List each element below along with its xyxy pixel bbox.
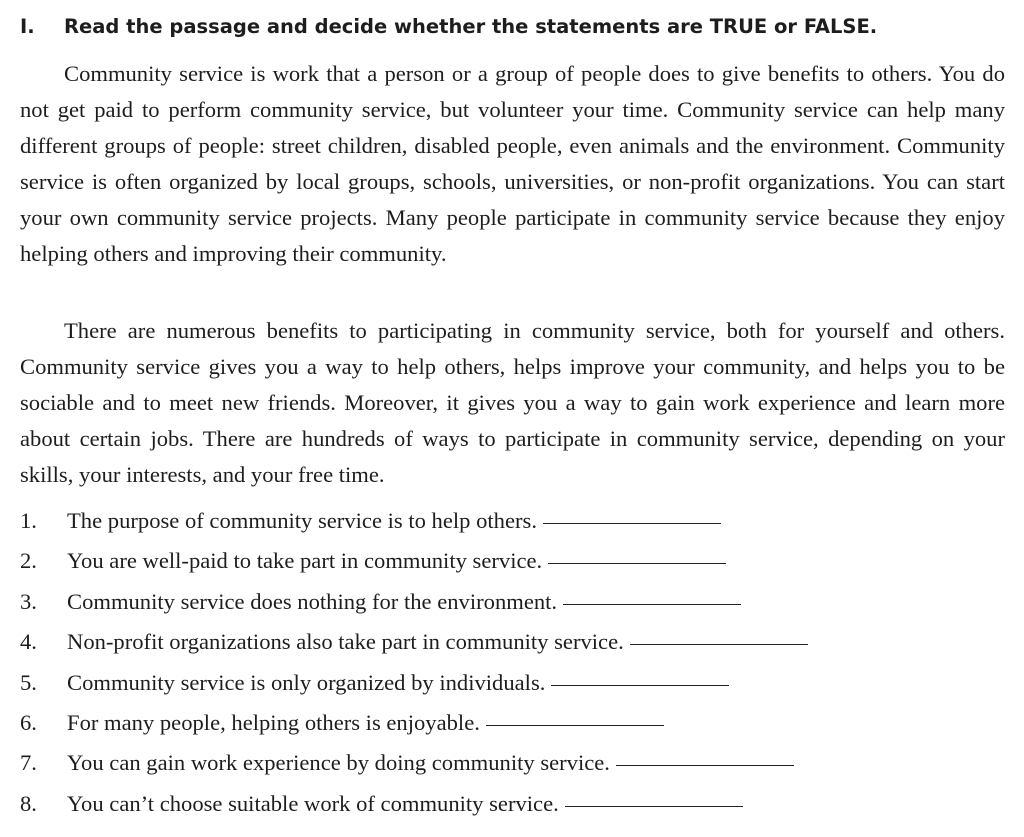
- passage-paragraph-1: Community service is work that a person or a group of people does to give benefits to others. You do not get paid to perform community service, but volunteer your time. Community service can help many different groups of people: street children, disabled people, even animals and the environment. Community service is often organized by local groups, schools, universities, or non-profit organizations. You can start your own community service projects. Many people participate in community service because they enjoy helping others and improving their community.: [20, 61, 1005, 266]
- statement-number: 1.: [20, 508, 37, 533]
- statement-text: Non-profit organizations also take part in community service.: [67, 629, 624, 655]
- exercise-instruction: Read the passage and decide whether the statements are TRUE or FALSE.: [64, 15, 878, 38]
- statement-item: [20, 703, 1005, 743]
- statement-number: 2.: [20, 548, 37, 574]
- answer-blank[interactable]: [563, 603, 741, 605]
- statement-item: [20, 501, 1005, 541]
- answer-blank[interactable]: [548, 562, 726, 564]
- answer-blank[interactable]: [486, 724, 664, 726]
- statement-item: [20, 743, 1005, 783]
- statement-text: You can’t choose suitable work of community service.: [67, 790, 559, 816]
- statement-text: Community service is only organized by individuals.: [67, 669, 546, 695]
- statement-number: 8.: [20, 790, 37, 816]
- answer-blank[interactable]: [565, 805, 743, 807]
- statement-item: [20, 784, 1005, 824]
- statement-number: 7.: [20, 750, 37, 776]
- statement-text: For many people, helping others is enjoyable.: [67, 709, 480, 735]
- exercise-number: I.: [20, 15, 35, 38]
- statement-text: You can gain work experience by doing community service.: [67, 750, 610, 776]
- statement-number: 3.: [20, 588, 37, 614]
- statement-text: Community service does nothing for the environment.: [67, 588, 558, 614]
- answer-blank[interactable]: [551, 684, 729, 686]
- statement-list: [20, 501, 1005, 824]
- statement-number: 4.: [20, 629, 37, 655]
- passage-paragraph-2: There are numerous benefits to participating in community service, both for yourself and others. Community service gives you a way to help others, helps improve your community, and helps you to be sociable and to meet new friends. Moreover, it gives you a way to gain work experience and learn more about certain jobs. There are hundreds of ways to participate in community service, depending on your skills, your interests, and your free time.: [20, 318, 1005, 487]
- statement-number: 5.: [20, 669, 37, 695]
- statement-number: 6.: [20, 709, 37, 735]
- statement-item: [20, 663, 1005, 703]
- statement-item: [20, 582, 1005, 622]
- answer-blank[interactable]: [543, 522, 721, 524]
- statement-item: [20, 622, 1005, 662]
- exercise-heading: [20, 12, 1010, 42]
- statement-text: You are well-paid to take part in community service.: [67, 548, 543, 574]
- statement-text: The purpose of community service is to help others.: [67, 508, 537, 533]
- answer-blank[interactable]: [630, 643, 808, 645]
- statement-item: [20, 541, 1005, 581]
- answer-blank[interactable]: [616, 764, 794, 766]
